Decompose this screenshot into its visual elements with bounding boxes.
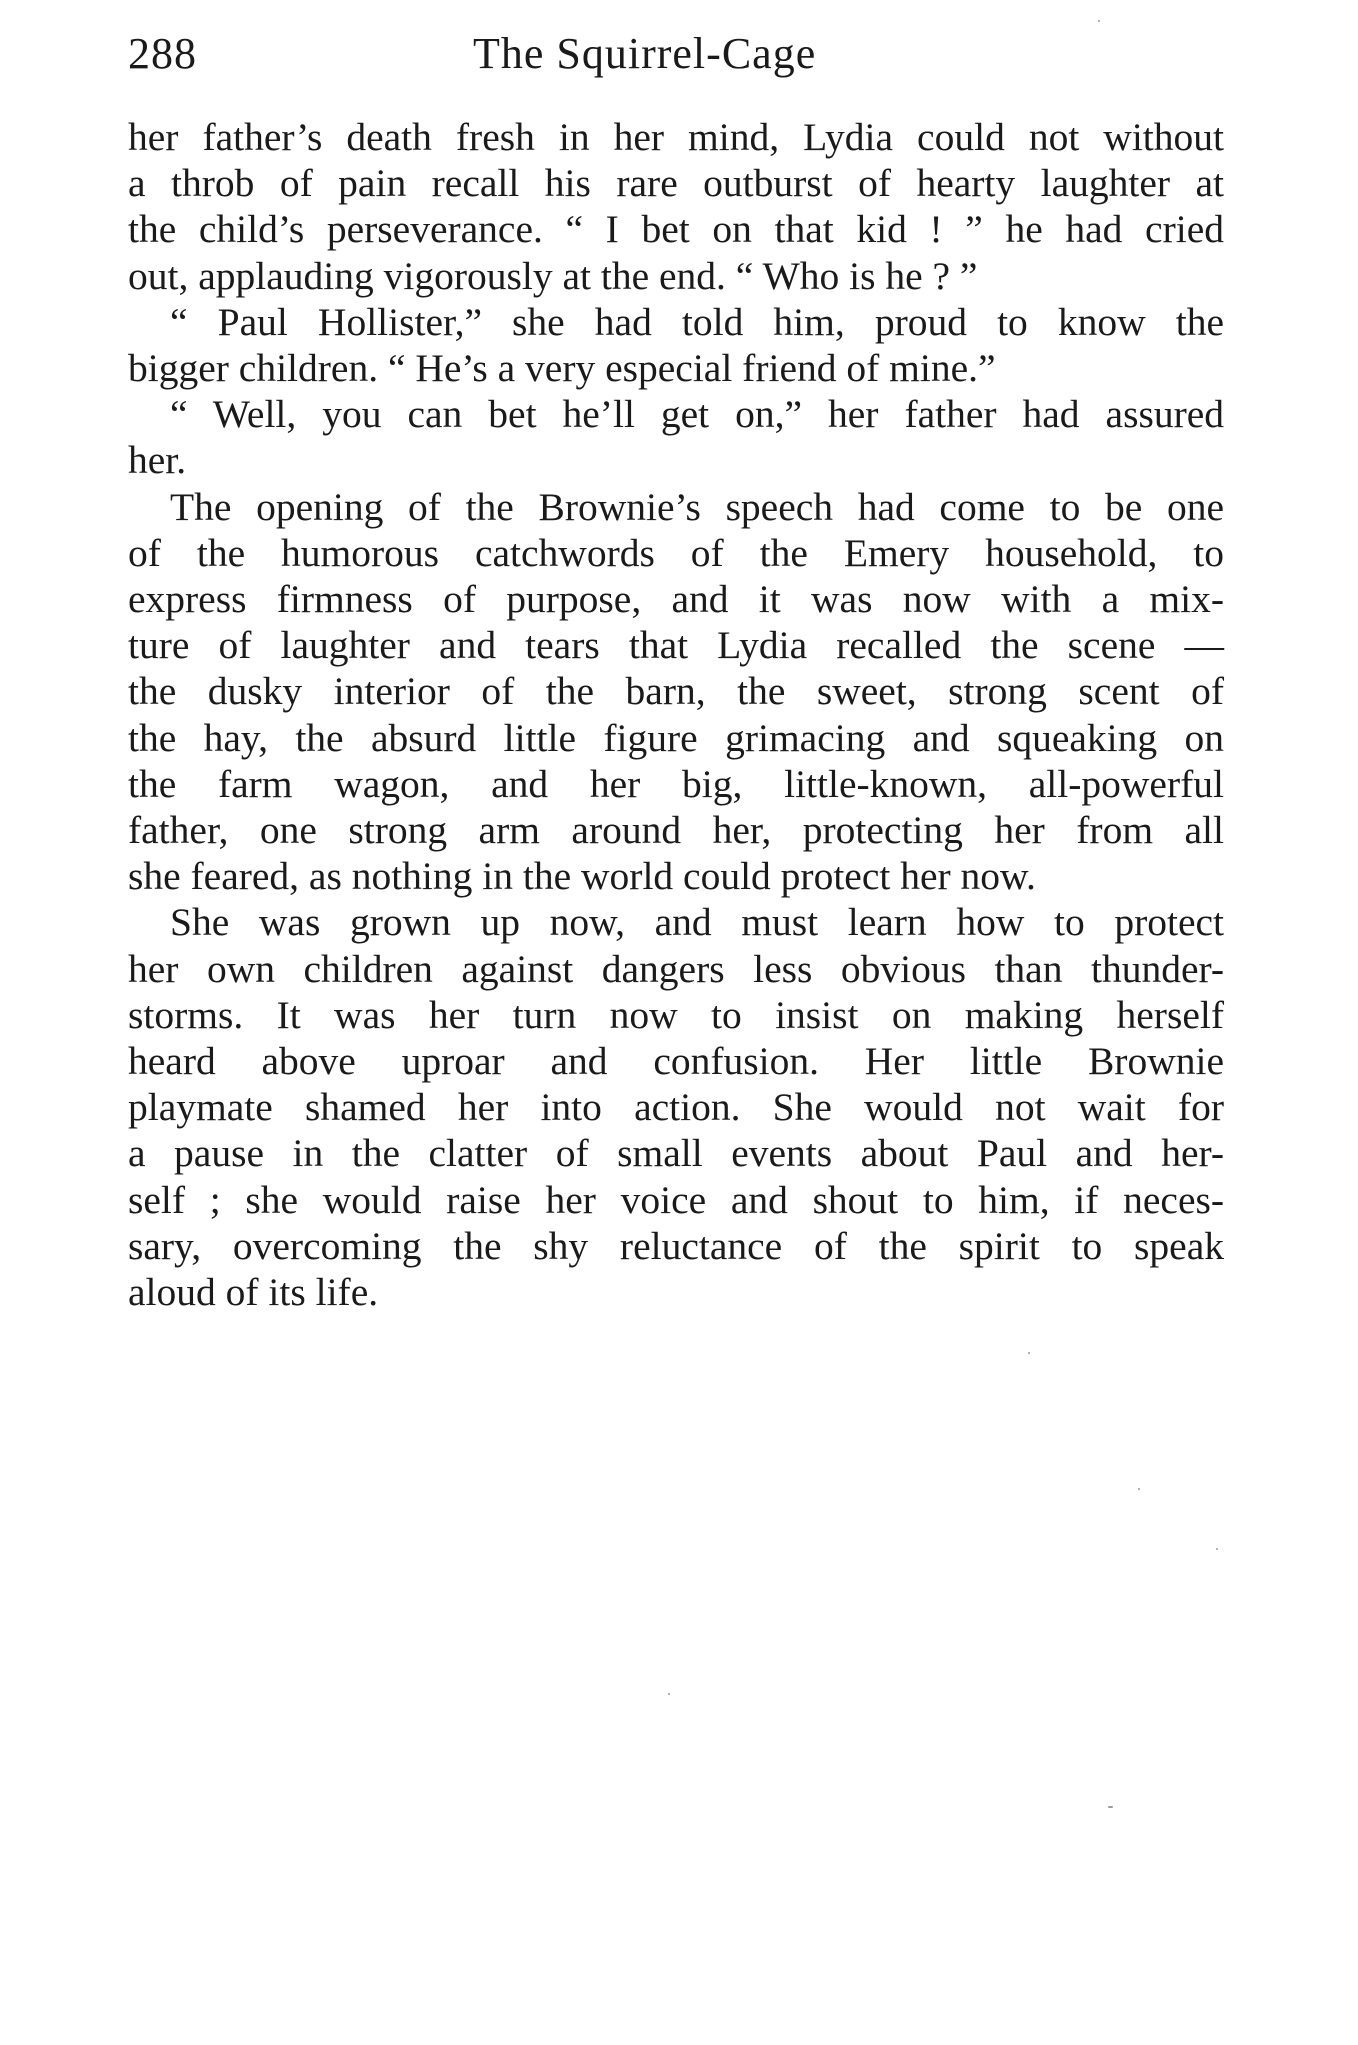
text-line: She was grown up now, and must learn how to protect	[170, 900, 1224, 945]
text-line: the dusky interior of the barn, the sweet, strong scent of	[128, 669, 1224, 714]
scan-speck	[1138, 1488, 1140, 1490]
running-title: The Squirrel-Cage	[473, 29, 817, 78]
text-line: bigger children. “ He’s a very especial friend of mine.”	[128, 346, 996, 391]
scan-speck	[1108, 1806, 1113, 1808]
text-line: a throb of pain recall his rare outburst of hearty laughter at	[128, 161, 1224, 206]
text-line: she feared, as nothing in the world could protect her now.	[128, 854, 1036, 899]
text-line: The opening of the Brownie’s speech had come to be one	[170, 484, 1224, 529]
page-header	[128, 24, 1228, 84]
scan-speck	[1098, 20, 1100, 22]
text-line: storms. It was her turn now to insist on making herself	[128, 992, 1224, 1037]
page-number: 288	[128, 29, 197, 78]
text-line: her own children against dangers less obvious than thunder-	[128, 946, 1224, 991]
text-line: “ Well, you can bet he’ll get on,” her father had assured	[170, 392, 1224, 437]
text-line: express firmness of purpose, and it was now with a mix-	[128, 577, 1224, 622]
text-line: heard above uproar and confusion. Her little Brownie	[128, 1039, 1224, 1084]
text-line: her.	[128, 438, 187, 483]
text-line: ture of laughter and tears that Lydia recalled the scene —	[128, 623, 1224, 668]
scan-speck	[1028, 1352, 1030, 1354]
text-line: playmate shamed her into action. She would not wait for	[128, 1085, 1224, 1130]
text-line: self ; she would raise her voice and shout to him, if neces-	[128, 1177, 1224, 1222]
body-text	[128, 114, 1224, 1315]
text-line: “ Paul Hollister,” she had told him, proud to know the	[170, 299, 1224, 344]
text-line: father, one strong arm around her, protecting her from all	[128, 808, 1224, 853]
text-line: the farm wagon, and her big, little-known, all-powerful	[128, 761, 1224, 806]
text-line: of the humorous catchwords of the Emery household, to	[128, 530, 1224, 575]
text-line: sary, overcoming the shy reluctance of the spirit to speak	[128, 1223, 1224, 1268]
text-line: aloud of its life.	[128, 1270, 379, 1315]
scan-speck	[668, 1693, 670, 1695]
text-line: her father’s death fresh in her mind, Lydia could not without	[128, 115, 1224, 159]
text-line: out, applauding vigorously at the end. “ Who is he ? ”	[128, 253, 978, 298]
text-line: a pause in the clatter of small events about Paul and her-	[128, 1131, 1224, 1176]
text-line: the child’s perseverance. “ I bet on that kid ! ” he had cried	[128, 207, 1224, 252]
scan-speck	[1216, 1548, 1218, 1550]
text-line: the hay, the absurd little figure grimacing and squeaking on	[128, 715, 1224, 760]
